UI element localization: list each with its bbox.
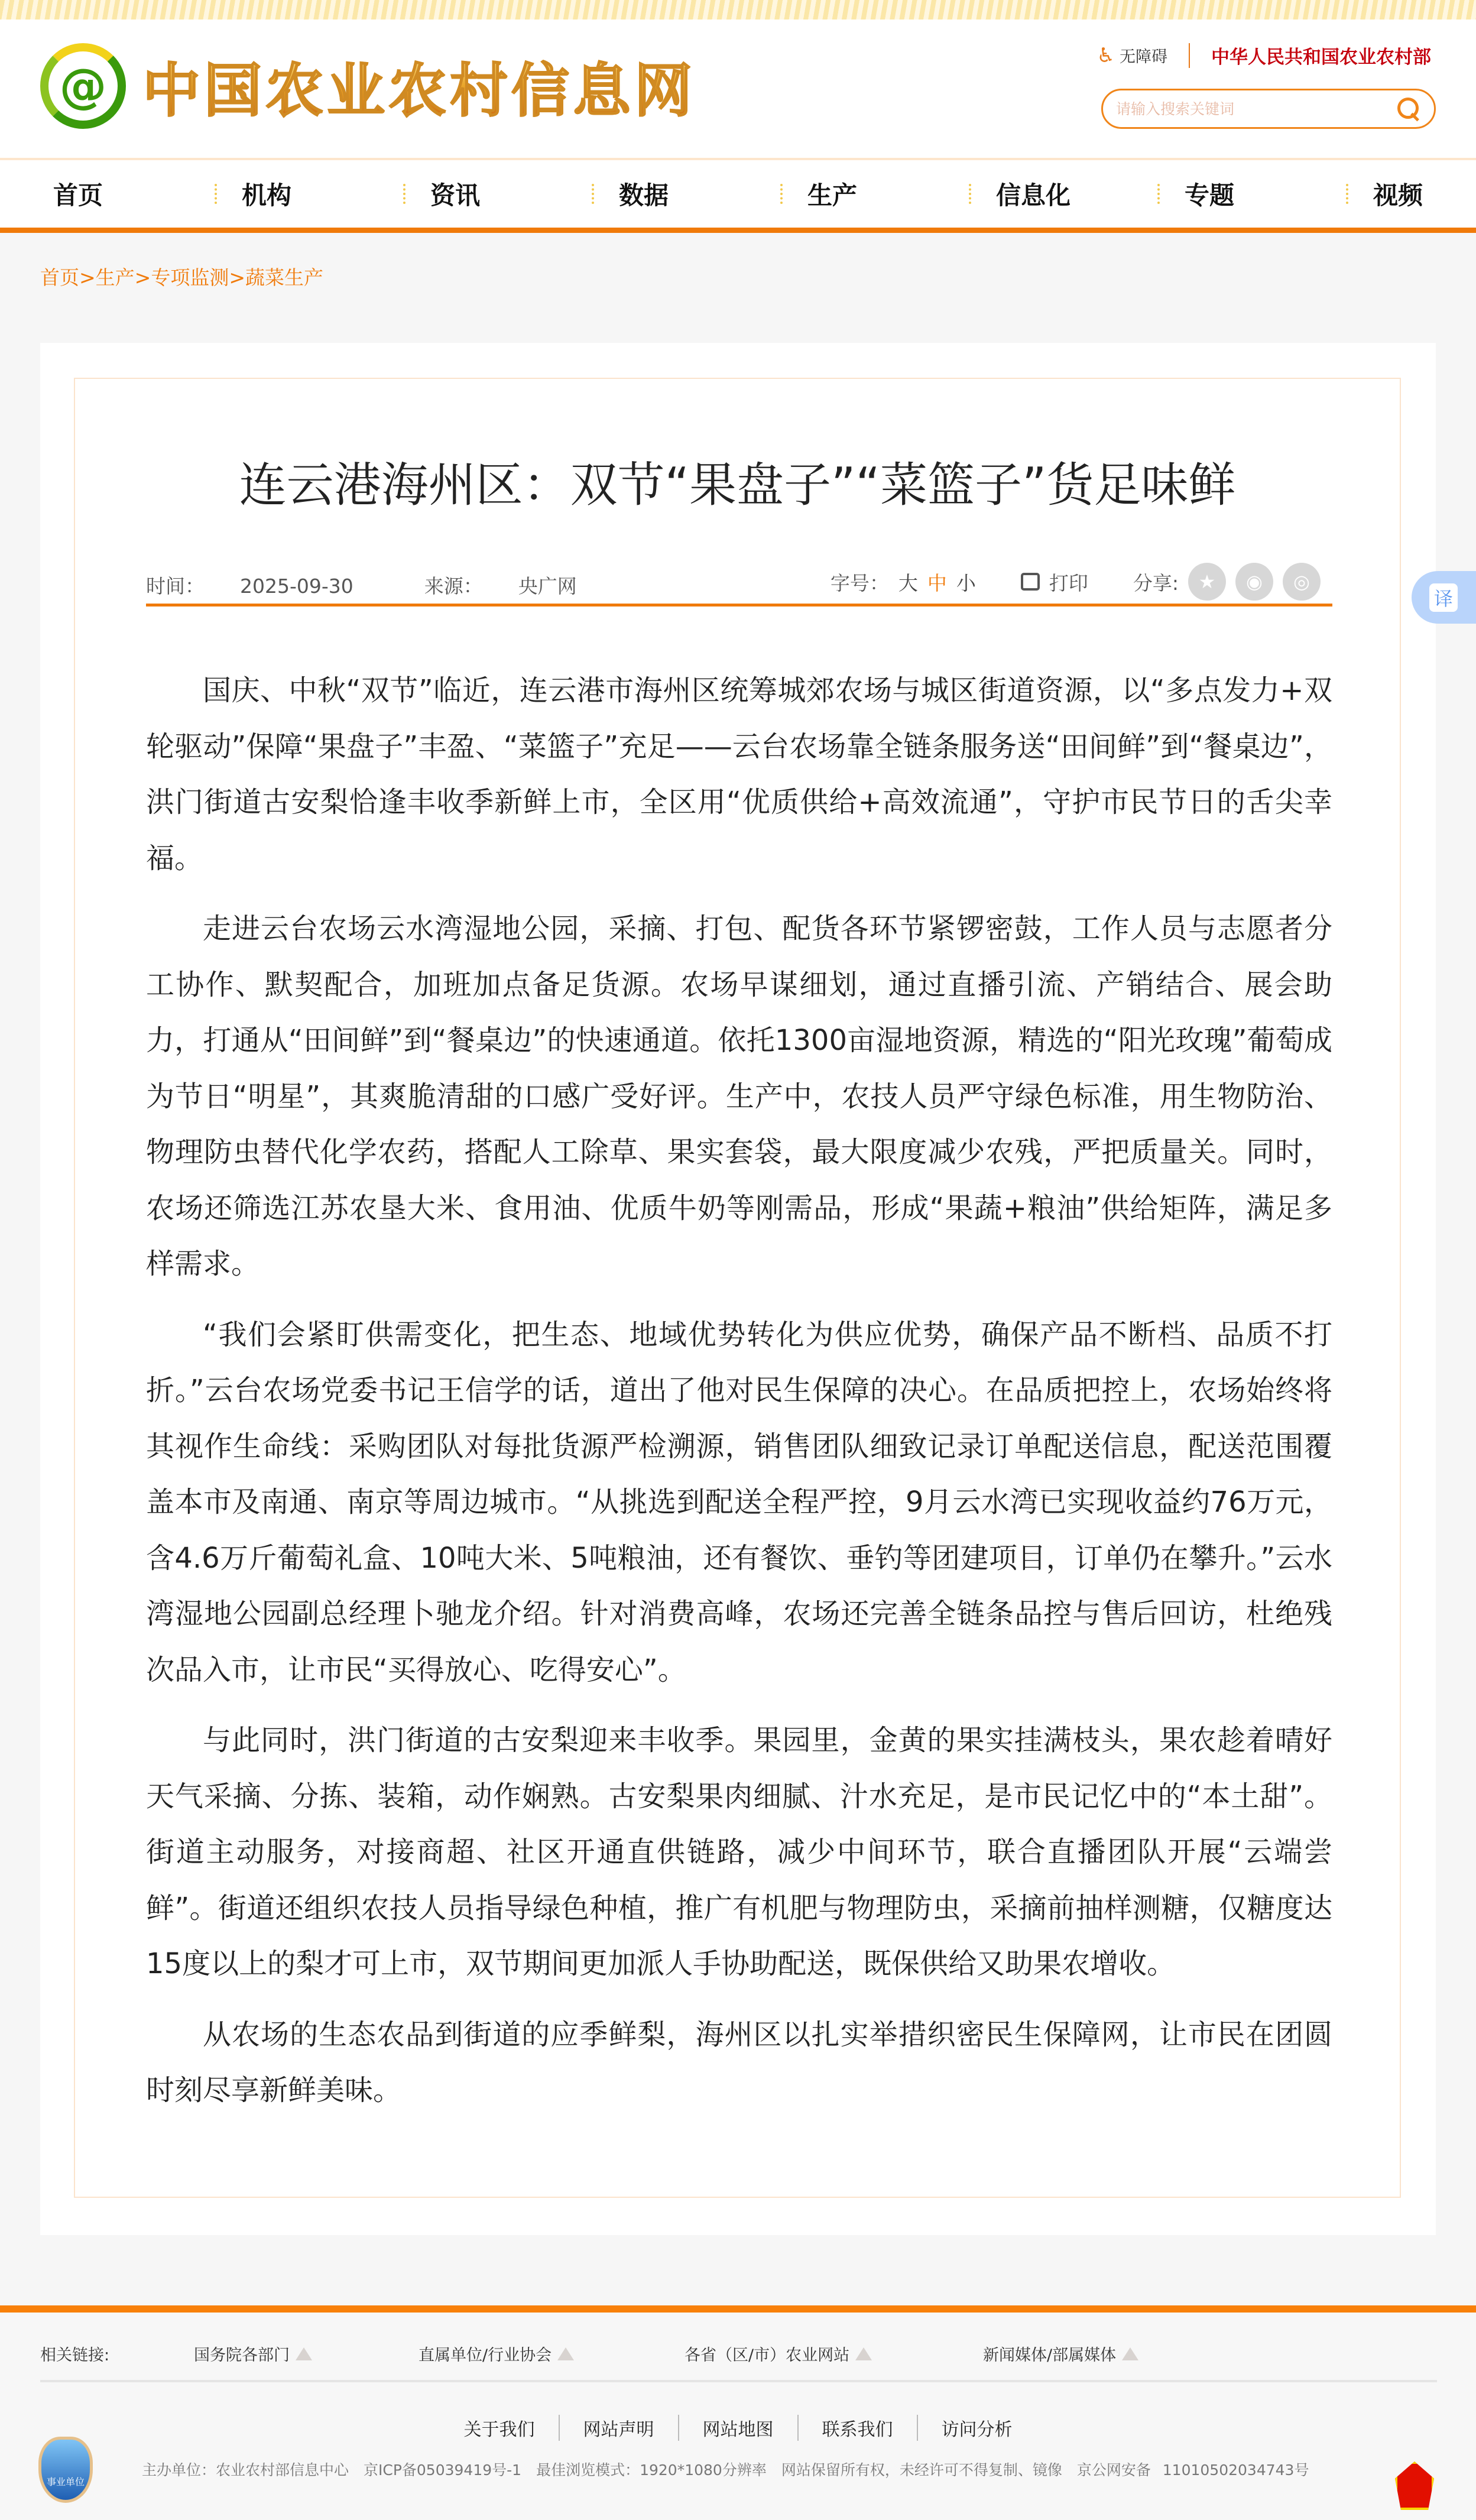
top-decoration [0, 0, 1476, 20]
site-logo[interactable] [40, 43, 696, 129]
nav-label: 首页 [53, 181, 103, 210]
nav-divider [592, 184, 595, 204]
triangle-up-icon [557, 2347, 574, 2360]
sitemap-link[interactable]: 网站地图 [678, 2415, 797, 2441]
fontsize-large[interactable]: 大 [898, 571, 918, 595]
nav-informatization[interactable] [996, 176, 1185, 212]
nav-label: 视频 [1373, 181, 1423, 210]
related-dropdown[interactable] [983, 2342, 1138, 2365]
nav-label: 信息化 [996, 181, 1071, 210]
qzone-share-icon[interactable]: ★ [1188, 563, 1226, 601]
publish-time [146, 575, 389, 598]
nav-topics[interactable] [1185, 176, 1373, 212]
time-value: 2025-09-30 [240, 575, 353, 598]
time-label: 时间： [146, 575, 205, 598]
site-name: 中国农业农村信息网 [142, 44, 696, 128]
paragraph: 国庆、中秋“双节”临近，连云港市海州区统筹城郊农场与城区街道资源，以“多点发力+双轮驱动”保障“果盘子”丰盈、“菜篮子”充足——云台农场靠全链条服务送“田间鲜”到“餐桌边”，洪门街道古安梨恰逢丰收季新鲜上市，全区用“优质供给+高效流通”，守护市民节日的舌尖幸福。 [146, 674, 1332, 875]
public-institution-badge[interactable] [38, 2437, 93, 2503]
breadcrumb-vegetables[interactable]: 蔬菜生产 [245, 266, 323, 289]
paragraph: 与此同时，洪门街道的古安梨迎来丰收季。果园里，金黄的果实挂满枝头，果农趁着晴好天气采摘、分拣、装箱，动作娴熟。古安梨果肉细腻、汁水充足，是市民记忆中的“本土甜”。街道主动服务，对接商超、社区开通直供链路，减少中间环节，联合直播团队开展“云端尝鲜”。街道还组织农技人员指导绿色种植，推广有机肥与物理防虫，采摘前抽样测糖，仅糖度达15度以上的梨才可上市，双节期间更加派人手协助配送，既保供给又助果农增收。 [146, 1724, 1332, 1980]
nav-video[interactable] [1373, 176, 1423, 212]
breadcrumb-sep: > [79, 266, 96, 289]
analytics-link[interactable]: 访问分析 [917, 2415, 1036, 2441]
main-nav [0, 158, 1476, 233]
nav-divider [215, 184, 218, 204]
related-label: 国务院各部门 [194, 2346, 290, 2365]
nav-divider [780, 184, 784, 204]
logo-icon: @ [40, 43, 126, 129]
divider [1189, 43, 1190, 68]
footer-info: 主办单位：农业农村部信息中心 京ICP备05039419号-1 最佳浏览模式：1920*1080分辨率 网站保留所有权，未经许可不得复制、镜像 京公网安备 11010502034743号 [142, 2461, 1309, 2479]
article-title: 连云港海州区：双节“果盘子”“菜篮子”货足味鲜 [239, 458, 1236, 513]
breadcrumb-sep: > [134, 266, 151, 289]
footer [0, 2305, 1476, 2520]
search-box [1101, 89, 1436, 129]
weibo-share-icon[interactable]: ◎ [1283, 563, 1321, 601]
accessibility-link[interactable] [1097, 44, 1167, 67]
nav-data[interactable] [619, 176, 807, 212]
paragraph: 走进云台农场云水湾湿地公园，采摘、打包、配货各环节紧锣密鼓，工作人员与志愿者分工协作、默契配合，加班加点备足货源。农场早谋细划，通过直播引流、产销结合、展会助力，打通从“田间鲜”到“餐桌边”的快速通道。依托1300亩湿地资源，精选的“阳光玫瑰”葡萄成为节日“明星”，其爽脆清甜的口感广受好评。生产中，农技人员严守绿色标准，用生物防治、物理防虫替代化学农药，搭配人工除草、果实套袋，最大限度减少农残，严把质量关。同时，农场还筛选江苏农垦大米、食用油、优质牛奶等刚需品，形成“果蔬+粮油”供给矩阵，满足多样需求。 [146, 912, 1332, 1280]
header [0, 20, 1476, 158]
print-button[interactable]: 打印 [1049, 571, 1088, 595]
nav-institutions[interactable] [242, 176, 430, 212]
breadcrumb-sep: > [229, 266, 245, 289]
contact-link[interactable]: 联系我们 [797, 2415, 917, 2441]
source-label: 来源： [424, 575, 483, 598]
nav-label: 生产 [807, 181, 858, 210]
wheelchair-icon: ♿ [1097, 43, 1115, 67]
nav-label: 机构 [242, 181, 292, 210]
wechat-share-icon[interactable]: ◉ [1235, 563, 1273, 601]
nav-divider [969, 184, 972, 204]
breadcrumb-production[interactable]: 生产 [95, 266, 135, 289]
breadcrumb-home[interactable]: 首页 [40, 266, 79, 289]
related-label: 相关链接: [40, 2346, 110, 2365]
breadcrumb-monitoring[interactable]: 专项监测 [151, 266, 229, 289]
breadcrumb [40, 262, 323, 290]
triangle-up-icon [855, 2347, 872, 2360]
nav-divider [403, 184, 407, 204]
triangle-up-icon [1122, 2347, 1138, 2360]
ministry-link[interactable]: 中华人民共和国农业农村部 [1211, 47, 1431, 68]
nav-news[interactable] [430, 176, 619, 212]
related-links [40, 2342, 1138, 2365]
fontsize-small[interactable]: 小 [956, 571, 976, 595]
search-icon[interactable] [1396, 96, 1421, 121]
nav-production[interactable] [807, 176, 996, 212]
related-dropdown[interactable] [419, 2342, 685, 2365]
share-label: 分享: [1133, 571, 1179, 595]
printer-icon[interactable] [1021, 573, 1040, 591]
related-dropdown[interactable] [194, 2342, 419, 2365]
translate-icon: 译 [1429, 583, 1458, 612]
related-dropdown[interactable] [685, 2342, 983, 2365]
badge-label: 事业单位 [46, 2476, 85, 2487]
article-body [146, 663, 1332, 2133]
nav-home[interactable] [53, 176, 242, 212]
source [424, 575, 612, 598]
article-meta [146, 571, 1332, 607]
nav-divider [1157, 184, 1161, 204]
related-label: 新闻媒体/部属媒体 [983, 2346, 1117, 2365]
source-value: 央广网 [518, 575, 577, 598]
paragraph: “我们会紧盯供需变化，把生态、地域优势转化为供应优势，确保产品不断档、品质不打折。”云台农场党委书记王信学的话，道出了他对民生保障的决心。在品质把控上，农场始终将其视作生命线：采购团队对每批货源严检溯源，销售团队细致记录订单配送信息，配送范围覆盖本市及南通、南京等周边城市。“从挑选到配送全程严控，9月云水湾已实现收益约76万元，含4.6万斤葡萄礼盒、10吨大米、5吨粮油，还有餐饮、垂钓等团建项目，订单仍在攀升。”云水湾湿地公园副总经理卜驰龙介绍。针对消费高峰，农场还完善全链条品控与售后回访，杜绝残次品入市，让市民“买得放心、吃得安心”。 [146, 1318, 1332, 1687]
footer-divider [40, 2380, 1437, 2382]
about-link[interactable]: 关于我们 [463, 2420, 535, 2440]
triangle-up-icon [296, 2347, 312, 2360]
nav-label: 资讯 [430, 181, 481, 210]
related-label: 直属单位/行业协会 [419, 2346, 552, 2365]
paragraph: 从农场的生态农品到街道的应季鲜梨，海州区以扎实举措织密民生保障网，让市民在团圆时刻尽享新鲜美味。 [146, 2018, 1332, 2107]
translate-button[interactable] [1412, 571, 1476, 624]
article-card [40, 343, 1436, 2235]
nav-label: 数据 [619, 181, 669, 210]
statement-link[interactable]: 网站声明 [559, 2415, 678, 2441]
accessibility-label: 无障碍 [1120, 48, 1167, 66]
footer-links [0, 2415, 1476, 2441]
police-badge-icon[interactable] [1395, 2461, 1434, 2510]
fontsize-label: 字号： [830, 571, 889, 595]
nav-divider [1346, 184, 1350, 204]
search-input[interactable] [1116, 100, 1396, 118]
fontsize-medium[interactable]: 中 [927, 571, 947, 595]
related-label: 各省（区/市）农业网站 [685, 2346, 850, 2365]
nav-label: 专题 [1185, 181, 1235, 210]
